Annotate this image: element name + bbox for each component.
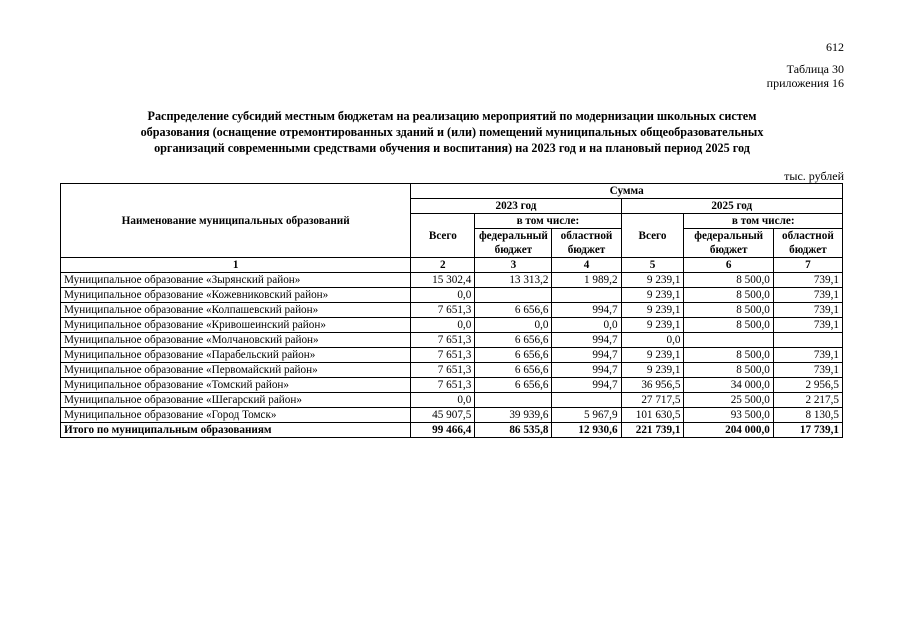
cell-total-2023: 7 651,3 xyxy=(411,348,475,363)
total-regional-2023: 12 930,6 xyxy=(552,423,621,438)
cell-federal-2025: 8 500,0 xyxy=(684,303,773,318)
cell-regional-2023: 994,7 xyxy=(552,363,621,378)
title-line2: образования (оснащение отремонтированных зданий и (или) помещений муниципальных общеобразовательных xyxy=(140,125,764,139)
units-label: тыс. рублей xyxy=(784,169,844,183)
cell-total-2025: 36 956,5 xyxy=(621,378,684,393)
header-federal-2023-l1: федеральный xyxy=(475,229,552,244)
cell-total-2025: 9 239,1 xyxy=(621,303,684,318)
header-total-2023: Всего xyxy=(411,214,475,258)
cell-regional-2023: 1 989,2 xyxy=(552,273,621,288)
cell-total-2025: 101 630,5 xyxy=(621,408,684,423)
header-including-2023: в том числе: xyxy=(475,214,621,229)
cell-total-2023: 15 302,4 xyxy=(411,273,475,288)
row-name: Муниципальное образование «Зырянский район» xyxy=(61,273,411,288)
cell-federal-2023: 6 656,6 xyxy=(475,303,552,318)
total-regional-2025: 17 739,1 xyxy=(773,423,842,438)
cell-regional-2023: 994,7 xyxy=(552,303,621,318)
col-number: 3 xyxy=(475,258,552,273)
cell-total-2025: 0,0 xyxy=(621,333,684,348)
row-name: Муниципальное образование «Парабельский район» xyxy=(61,348,411,363)
row-name: Муниципальное образование «Колпашевский район» xyxy=(61,303,411,318)
col-number: 4 xyxy=(552,258,621,273)
page-number: 612 xyxy=(826,40,844,54)
title-line3: организаций современными средствами обучения и воспитания) на 2023 год и на плановый период 2025 год xyxy=(154,141,750,155)
header-regional-2023-l1: областной xyxy=(552,229,621,244)
cell-regional-2025: 739,1 xyxy=(773,363,842,378)
cell-regional-2025 xyxy=(773,333,842,348)
cell-regional-2025: 739,1 xyxy=(773,273,842,288)
header-total-2025: Всего xyxy=(621,214,684,258)
table-row xyxy=(61,288,843,303)
cell-total-2023: 7 651,3 xyxy=(411,378,475,393)
cell-regional-2025: 8 130,5 xyxy=(773,408,842,423)
cell-regional-2023: 994,7 xyxy=(552,348,621,363)
table-reference-line1: Таблица 30 xyxy=(786,62,844,76)
title-line1: Распределение субсидий местным бюджетам на реализацию мероприятий по модернизации школьных систем xyxy=(147,109,757,123)
cell-federal-2025: 8 500,0 xyxy=(684,348,773,363)
cell-total-2023: 0,0 xyxy=(411,288,475,303)
table-row xyxy=(61,333,843,348)
cell-federal-2025: 93 500,0 xyxy=(684,408,773,423)
cell-federal-2023: 6 656,6 xyxy=(475,333,552,348)
cell-total-2023: 45 907,5 xyxy=(411,408,475,423)
total-2025: 221 739,1 xyxy=(621,423,684,438)
cell-regional-2025: 739,1 xyxy=(773,288,842,303)
col-number: 2 xyxy=(411,258,475,273)
cell-total-2023: 7 651,3 xyxy=(411,333,475,348)
header-including-2025: в том числе: xyxy=(684,214,843,229)
table-row xyxy=(61,378,843,393)
total-federal-2023: 86 535,8 xyxy=(475,423,552,438)
cell-federal-2023: 6 656,6 xyxy=(475,348,552,363)
header-federal-2025-l1: федеральный xyxy=(684,229,773,244)
cell-federal-2023 xyxy=(475,393,552,408)
total-row-name: Итого по муниципальным образованиям xyxy=(61,423,411,438)
row-name: Муниципальное образование «Кривошеинский район» xyxy=(61,318,411,333)
col-number: 5 xyxy=(621,258,684,273)
header-federal-2023-l2: бюджет xyxy=(475,243,552,258)
table-reference xyxy=(767,62,844,90)
cell-regional-2025: 2 217,5 xyxy=(773,393,842,408)
cell-regional-2025: 739,1 xyxy=(773,318,842,333)
cell-total-2025: 9 239,1 xyxy=(621,348,684,363)
row-name: Муниципальное образование «Шегарский район» xyxy=(61,393,411,408)
total-2023: 99 466,4 xyxy=(411,423,475,438)
cell-total-2025: 9 239,1 xyxy=(621,363,684,378)
cell-federal-2023: 0,0 xyxy=(475,318,552,333)
cell-federal-2025: 8 500,0 xyxy=(684,318,773,333)
header-year-2025: 2025 год xyxy=(621,199,842,214)
row-name: Муниципальное образование «Первомайский район» xyxy=(61,363,411,378)
cell-total-2023: 7 651,3 xyxy=(411,303,475,318)
document-title xyxy=(60,108,844,156)
cell-federal-2025: 34 000,0 xyxy=(684,378,773,393)
total-federal-2025: 204 000,0 xyxy=(684,423,773,438)
row-name: Муниципальное образование «Город Томск» xyxy=(61,408,411,423)
cell-federal-2025: 8 500,0 xyxy=(684,363,773,378)
table-row xyxy=(61,408,843,423)
cell-federal-2025: 25 500,0 xyxy=(684,393,773,408)
header-regional-2023-l2: бюджет xyxy=(552,243,621,258)
cell-total-2023: 0,0 xyxy=(411,318,475,333)
cell-total-2025: 27 717,5 xyxy=(621,393,684,408)
cell-regional-2023: 994,7 xyxy=(552,378,621,393)
cell-federal-2023: 13 313,2 xyxy=(475,273,552,288)
header-regional-2025-l1: областной xyxy=(773,229,842,244)
table-row xyxy=(61,318,843,333)
cell-regional-2023 xyxy=(552,288,621,303)
cell-federal-2023: 39 939,6 xyxy=(475,408,552,423)
cell-regional-2023: 994,7 xyxy=(552,333,621,348)
col-number: 7 xyxy=(773,258,842,273)
header-federal-2025-l2: бюджет xyxy=(684,243,773,258)
cell-total-2025: 9 239,1 xyxy=(621,318,684,333)
table-row xyxy=(61,303,843,318)
column-number-row xyxy=(61,258,843,273)
header-regional-2025-l2: бюджет xyxy=(773,243,842,258)
subsidy-table xyxy=(60,183,843,438)
cell-regional-2023 xyxy=(552,393,621,408)
table-row xyxy=(61,348,843,363)
header-year-2023: 2023 год xyxy=(411,199,621,214)
table-reference-line2: приложения 16 xyxy=(766,76,844,90)
cell-federal-2025 xyxy=(684,333,773,348)
cell-federal-2025: 8 500,0 xyxy=(684,288,773,303)
cell-total-2025: 9 239,1 xyxy=(621,288,684,303)
cell-regional-2025: 739,1 xyxy=(773,303,842,318)
cell-federal-2023: 6 656,6 xyxy=(475,363,552,378)
cell-regional-2023: 5 967,9 xyxy=(552,408,621,423)
header-name-column: Наименование муниципальных образований xyxy=(61,184,411,258)
cell-regional-2025: 2 956,5 xyxy=(773,378,842,393)
row-name: Муниципальное образование «Молчановский район» xyxy=(61,333,411,348)
row-name: Муниципальное образование «Кожевниковский район» xyxy=(61,288,411,303)
header-sum: Сумма xyxy=(411,184,843,199)
cell-regional-2025: 739,1 xyxy=(773,348,842,363)
cell-regional-2023: 0,0 xyxy=(552,318,621,333)
table-row xyxy=(61,393,843,408)
table-row xyxy=(61,363,843,378)
col-number: 1 xyxy=(61,258,411,273)
cell-federal-2025: 8 500,0 xyxy=(684,273,773,288)
cell-total-2023: 7 651,3 xyxy=(411,363,475,378)
table-row xyxy=(61,273,843,288)
total-row xyxy=(61,423,843,438)
cell-federal-2023 xyxy=(475,288,552,303)
cell-federal-2023: 6 656,6 xyxy=(475,378,552,393)
cell-total-2025: 9 239,1 xyxy=(621,273,684,288)
cell-total-2023: 0,0 xyxy=(411,393,475,408)
col-number: 6 xyxy=(684,258,773,273)
row-name: Муниципальное образование «Томский район» xyxy=(61,378,411,393)
